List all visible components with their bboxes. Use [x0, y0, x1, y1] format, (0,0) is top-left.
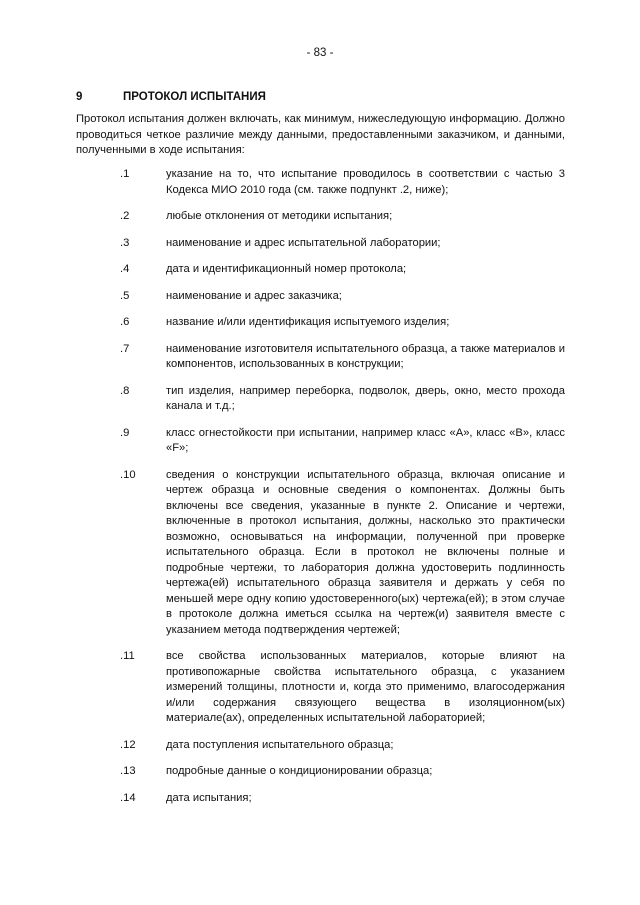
item-text: дата поступления испытательного образца;: [166, 738, 394, 751]
list-item: [0, 342, 640, 373]
item-text: класс огнестойкости при испытании, например класс «A», класс «B», класс «F»;: [166, 426, 565, 454]
item-text: название и/или идентификация испытуемого изделия;: [166, 316, 450, 328]
item-number: .1: [120, 168, 130, 180]
item-number: .5: [120, 289, 130, 302]
item-text: тип изделия, например переборка, подволок, дверь, окно, место прохода канала и т.д.;: [166, 384, 565, 412]
list-item: [0, 791, 640, 807]
list-item: [0, 315, 640, 331]
item-text: дата и идентификационный номер протокола;: [166, 263, 407, 275]
list-item: [0, 236, 640, 252]
item-number: .6: [120, 316, 130, 328]
item-text: сведения о конструкции испытательного образца, включая описание и чертеж образца и основные сведения о компонентах. Должны быть включены все сведения, указанные в пункте 2. Описание и чертежи, включенные в протокол испытания, должны, насколько это практически возможно, основываться на информации, полученной при проверке испытательного образца. Если в протокол не включены полные и подробные чертежи, то лаборатория должна удостоверить подлинность чертежа(ей) испытательного образца заявителя и держать у себя по меньшей мере одну копию удостоверенного(ых) чертежа(ей); в этом случае в протоколе должна иметься ссылка на чертеж(и) заявителя вместе с указанием метода подтверждения чертежей;: [166, 468, 565, 636]
item-number: .10: [120, 468, 136, 481]
list-item: [0, 764, 640, 780]
item-text: все свойства использованных материалов, которые влияют на противопожарные свойства испытательного образца, с указанием измерений толщины, плотности и, когда это применимо, влагосодержания и/или содержания связующего вещества в изоляционном(ых) материале(ах), определенных испытательной лабораторией;: [166, 650, 565, 724]
item-number: .4: [120, 263, 130, 275]
page-number: - 83 -: [306, 47, 334, 59]
item-text: указание на то, что испытание проводилось в соответствии с частью 3 Кодекса МИО 2010 года (см. также подпункт .2, ниже);: [166, 168, 565, 196]
list-item: [0, 468, 640, 639]
list-item: [0, 262, 640, 278]
section-intro: Протокол испытания должен включать, как минимум, нижеследующую информацию. Должно проводиться четкое различие между данными, предоставленными заказчиком, и данными, полученными в ходе испытания:: [76, 113, 565, 156]
item-text: наименование и адрес испытательной лаборатории;: [166, 236, 441, 249]
item-number: .2: [120, 210, 130, 222]
item-number: .8: [120, 384, 130, 397]
item-number: .9: [120, 426, 130, 439]
item-number: .14: [120, 791, 136, 804]
list-item: [0, 209, 640, 225]
item-number: .11: [120, 650, 135, 662]
list-item: [0, 738, 640, 754]
item-text: наименование изготовителя испытательного образца, а также материалов и компонентов, использованных в конструкции;: [166, 342, 565, 370]
item-number: .13: [120, 765, 136, 777]
list-item: [0, 426, 640, 457]
item-number: .12: [120, 738, 136, 751]
item-text: любые отклонения от методики испытания;: [166, 210, 393, 222]
item-text: наименование и адрес заказчика;: [166, 289, 342, 302]
item-number: .7: [120, 342, 130, 355]
list-item: [0, 167, 640, 198]
section-title: ПРОТОКОЛ ИСПЫТАНИЯ: [123, 91, 266, 103]
item-text: подробные данные о кондиционировании образца;: [166, 765, 433, 777]
list-item: [0, 289, 640, 305]
item-number: .3: [120, 236, 130, 249]
requirements-list: [0, 167, 640, 817]
list-item: [0, 384, 640, 415]
section-heading: [76, 90, 576, 104]
item-text: дата испытания;: [166, 791, 252, 804]
list-item: [0, 649, 640, 727]
section-number: 9: [76, 91, 83, 103]
